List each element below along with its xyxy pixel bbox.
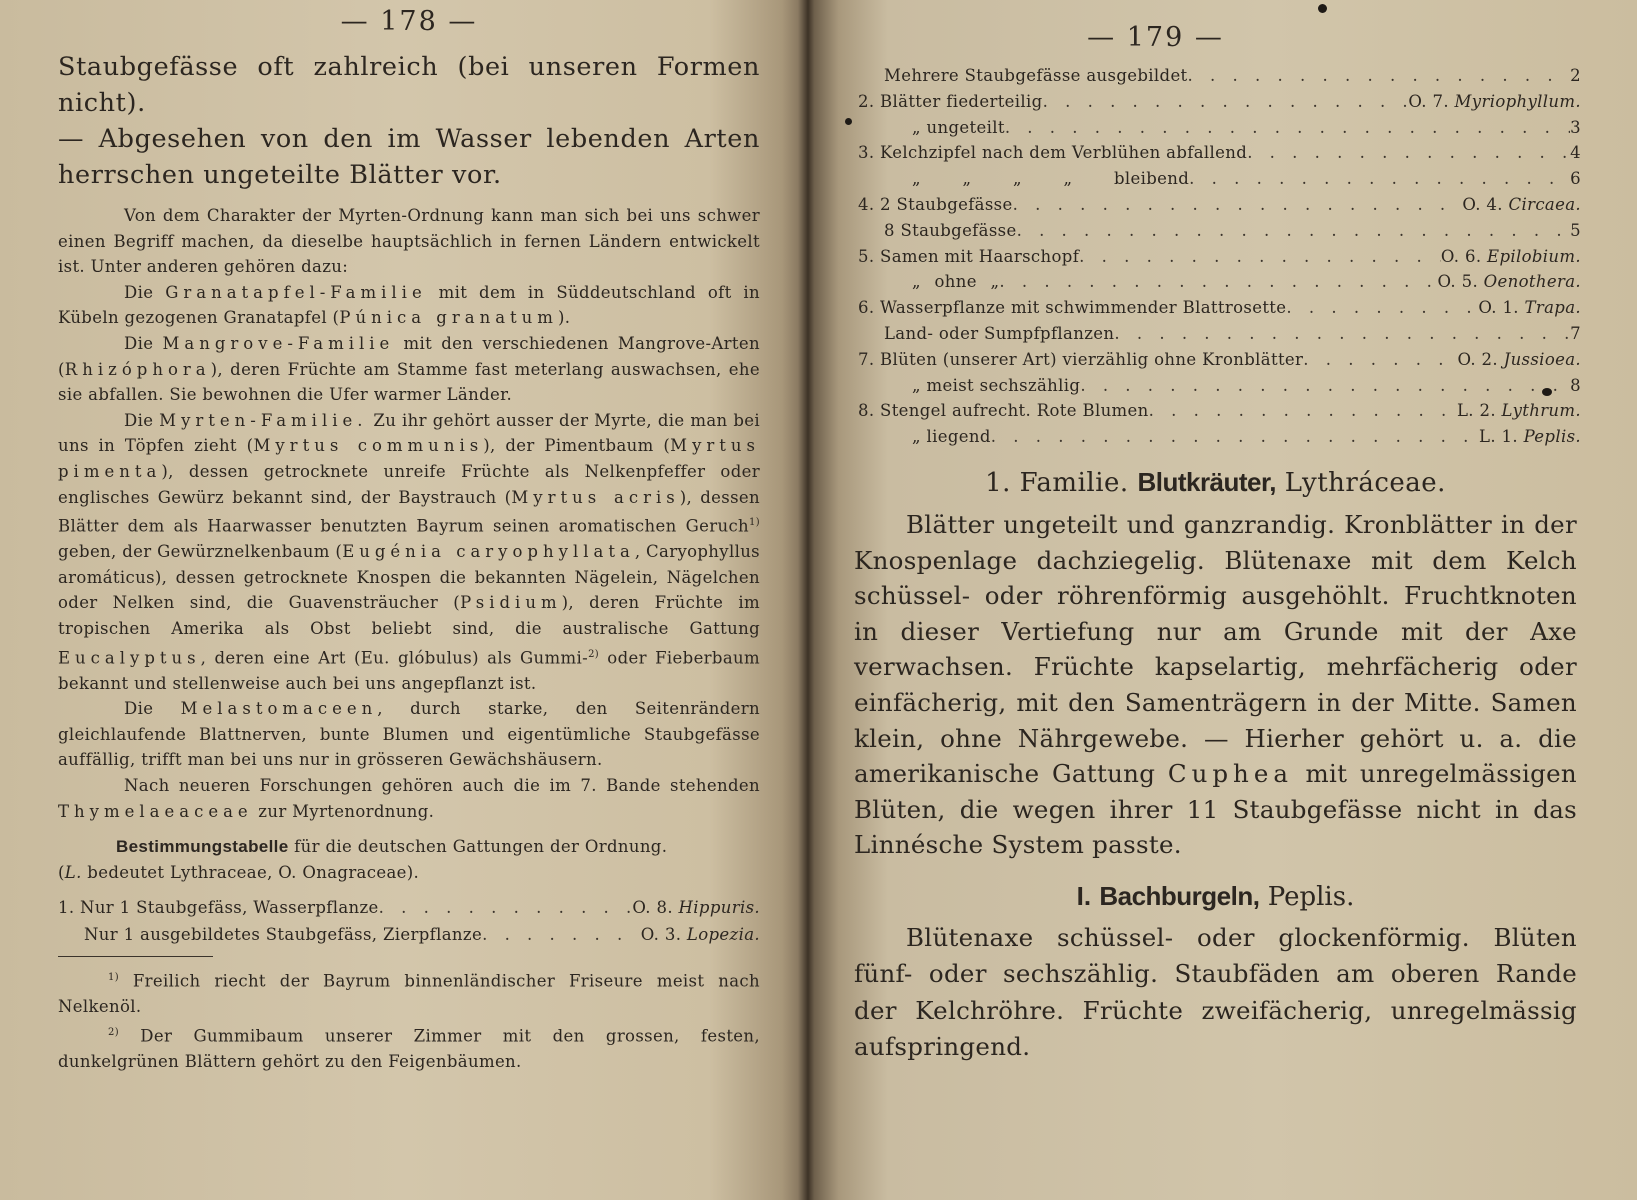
family-name: Melastomaceen xyxy=(180,699,378,719)
key-result xyxy=(1438,269,1582,295)
key-text: 5. Samen mit Haarschopf xyxy=(858,246,1080,266)
genus-name: Oenothera. xyxy=(1483,272,1581,292)
text: ), deren Früchte im tropischen Amerika als Obst beliebt sind, die australische Gattung xyxy=(58,593,760,638)
table-heading-bold: Bestimmungstabelle xyxy=(116,837,289,857)
footnote-ref: 2) xyxy=(588,648,600,660)
genus-name: Epilobium. xyxy=(1487,246,1581,266)
key-result xyxy=(632,894,760,921)
genus-heading xyxy=(854,877,1577,916)
footnote-text: Der Gummibaum unserer Zimmer mit den grossen, festen, dunkelgrünen Blättern gehört zu den Feigenbäumen. xyxy=(58,1026,760,1071)
genus-name: Cuphea xyxy=(1167,759,1293,789)
key-text: 8 Staubgefässe xyxy=(884,220,1017,240)
species-name: Púnica granatum xyxy=(339,308,558,328)
key-number: 7 xyxy=(1570,323,1581,343)
key-entry xyxy=(58,894,760,921)
leader-dots xyxy=(999,269,1437,295)
text: , Caryophyllus aromáticus), dessen getrocknete Knospen die bekannten Nägelein, Nägelchen oder Nelken sind, die Guavensträucher ( xyxy=(58,542,761,613)
genus-name: Myriophyllum. xyxy=(1454,91,1581,111)
species-name: Myrtus acris xyxy=(511,487,680,507)
key-entry xyxy=(858,321,1581,347)
footnote-rule xyxy=(58,956,213,957)
footnote xyxy=(58,1020,760,1075)
key-text: „ liegend xyxy=(912,427,991,447)
species-name: Eugénia caryophyllata xyxy=(342,542,635,562)
key-number: 6 xyxy=(1570,169,1581,189)
left-page-number: — 178 — xyxy=(340,6,478,37)
key-text: 3. Kelchzipfel nach dem Verblühen abfallend xyxy=(858,143,1248,163)
key-result xyxy=(1570,140,1581,166)
leader-dots xyxy=(1005,115,1570,141)
key-entry xyxy=(858,89,1581,115)
key-entry xyxy=(858,373,1581,399)
footnotes xyxy=(58,965,760,1074)
text: ). xyxy=(557,308,571,328)
text: bedeutet Lythraceae, O. Onagraceae). xyxy=(81,863,420,883)
key-number: O. 8. xyxy=(632,898,673,918)
key-number: O. 5. xyxy=(1437,272,1479,292)
left-key-table xyxy=(58,894,760,948)
key-text: „ „ „ „ bleibend xyxy=(912,169,1190,189)
family-name: Granatapfel-Familie xyxy=(165,282,427,302)
key-result xyxy=(1570,373,1581,399)
right-page xyxy=(814,0,1637,1200)
ink-spot xyxy=(1318,4,1327,13)
footnote-ref: 1) xyxy=(749,517,760,529)
opening-line: herrschen ungeteilte Blätter vor. xyxy=(58,160,502,190)
leader-dots xyxy=(991,424,1479,450)
key-text: „ meist sechszählig xyxy=(912,375,1081,395)
key-entry xyxy=(858,347,1581,373)
family-latin: Lythráceae. xyxy=(1284,467,1446,498)
key-result xyxy=(1570,63,1581,89)
key-number: O. 1. xyxy=(1478,298,1519,318)
key-result xyxy=(1441,244,1581,270)
key-entry xyxy=(858,192,1581,218)
genus-name: Trapa. xyxy=(1524,298,1581,318)
leader-dots xyxy=(1013,192,1463,218)
key-number: O. 6. xyxy=(1440,246,1482,266)
species-name: Myrtus pimenta xyxy=(58,436,761,481)
key-entry xyxy=(858,140,1581,166)
key-number: 4 xyxy=(1570,143,1581,163)
family-name: Blutkräuter, xyxy=(1137,466,1276,497)
key-number: 5 xyxy=(1570,220,1581,240)
family-name: Myrten-Familie. xyxy=(159,410,368,430)
genus-number: I. xyxy=(1076,880,1092,911)
leader-dots xyxy=(1188,63,1571,89)
key-text: 6. Wasserpflanze mit schwimmender Blattrosette xyxy=(858,298,1287,318)
leader-dots xyxy=(379,894,633,921)
key-number: O. 2. xyxy=(1457,349,1498,369)
paragraph-intro: Von dem Charakter der Myrten-Ordnung kann man sich bei uns schwer einen Begriff machen, da dieselbe hauptsächlich in fernen Ländern entwickelt ist. Unter anderen gehören dazu: xyxy=(58,206,760,277)
text: Zu ihr gehört ausser der Myrte, die man bei uns in Töpfen zieht ( xyxy=(58,410,760,456)
key-text: Nur 1 ausgebildetes Staubgefäss, Zierpflanze xyxy=(84,925,483,945)
genus-latin: Peplis. xyxy=(1267,881,1355,912)
species-name: Eucalyptus xyxy=(58,648,201,668)
leader-dots xyxy=(1286,295,1478,321)
right-page-number: — 179 — xyxy=(1087,22,1224,53)
key-text: „ ungeteilt xyxy=(912,117,1005,137)
text: oder Fieberbaum bekannt und stellenweise auch bei uns angepflanzt ist. xyxy=(58,648,760,693)
text: Nach neueren Forschungen gehören auch die im 7. Bande stehenden xyxy=(124,776,760,796)
key-text: Mehrere Staubgefässe ausgebildet xyxy=(884,66,1188,85)
text: Die xyxy=(124,410,160,430)
key-result xyxy=(1478,295,1581,321)
table-heading xyxy=(58,834,760,886)
key-entry xyxy=(858,295,1581,321)
paragraph-melastomaceen xyxy=(58,696,760,773)
leader-dots xyxy=(1079,244,1441,270)
paragraph-neueren xyxy=(58,773,760,824)
key-entry xyxy=(858,244,1581,270)
key-result xyxy=(1408,89,1581,115)
paragraph-myrte xyxy=(58,408,760,697)
key-text: Land- oder Sumpfpflanzen xyxy=(884,323,1115,343)
key-text: 8. Stengel aufrecht. Rote Blumen xyxy=(858,401,1149,421)
key-number: O. 4. xyxy=(1462,194,1503,214)
text: L. xyxy=(64,863,82,883)
key-text: 1. Nur 1 Staubgefäss, Wasserpflanze xyxy=(58,898,379,918)
text: ), deren Früchte am Stamme fast meterlang auswachsen, ehe sie abfallen. Sie bewohnen die Ufer warmer Länder. xyxy=(58,359,760,405)
text: geben, der Gewürznelkenbaum ( xyxy=(58,542,343,562)
key-entry xyxy=(858,218,1581,244)
species-name: Rhizóphora xyxy=(64,359,211,379)
key-number: O. 7. xyxy=(1408,91,1449,111)
species-name: Psidium xyxy=(460,593,562,613)
text: mit unregelmässigen Blüten, die wegen ihrer 11 Staubgefässe nicht in das Linnésche System passte. xyxy=(854,759,1577,860)
key-number: O. 3. xyxy=(640,925,682,945)
table-heading-rest: für die deutschen Gattungen der Ordnung. xyxy=(288,837,668,857)
key-result xyxy=(1457,347,1581,373)
key-entry xyxy=(858,398,1581,424)
key-result xyxy=(1479,424,1581,450)
leader-dots xyxy=(1247,140,1570,166)
footnote-mark: 1) xyxy=(108,972,119,984)
key-entry xyxy=(858,115,1581,141)
text: Die xyxy=(124,282,166,302)
key-result xyxy=(1570,321,1581,347)
genus-name: Jussioea. xyxy=(1503,349,1581,369)
ink-spot xyxy=(845,118,852,125)
leader-dots xyxy=(1043,89,1409,115)
family-number: 1. Familie. xyxy=(985,467,1129,498)
family-description xyxy=(854,507,1577,863)
family-name: Thymelaeaceae xyxy=(58,801,253,821)
text: ), dessen getrocknete unreife Früchte als Nelkenpfeffer oder englisches Gewürz bekannt sind, der Baystrauch ( xyxy=(58,461,760,507)
key-text: 2. Blätter fiederteilig xyxy=(858,91,1043,111)
leader-dots xyxy=(1080,373,1570,399)
genus-name: Hippuris. xyxy=(678,898,760,918)
key-result xyxy=(641,921,760,948)
text: ), dessen Blätter dem als Haarwasser benutzten Bayrum seinen aromatischen Geruch xyxy=(58,487,760,536)
genus-name: Peplis. xyxy=(1523,427,1581,447)
leader-dots xyxy=(1303,347,1457,373)
text: ), der Pimentbaum ( xyxy=(483,436,671,456)
opening-line: Staubgefässe oft zahlreich (bei unseren Formen nicht). xyxy=(58,52,760,118)
footnote xyxy=(58,965,760,1020)
key-text: 7. Blüten (unserer Art) vierzählig ohne Kronblätter xyxy=(858,349,1304,369)
genus-description: Blütenaxe schüssel- oder glockenförmig. Blüten fünf- oder sechszählig. Staubfäden am oberen Rande der Kelchröhre. Früchte zweifächerig, unregelmässig aufspringend. xyxy=(854,922,1577,1062)
text: zur Myrtenordnung. xyxy=(252,801,435,821)
key-result xyxy=(1462,192,1581,218)
text: , deren eine Art (Eu. glóbulus) als Gummi- xyxy=(200,648,589,668)
text: Die xyxy=(124,699,181,719)
key-number: 3 xyxy=(1570,117,1581,137)
left-page xyxy=(0,0,806,1200)
footnote-text: Freilich riecht der Bayrum binnenländischer Friseure meist nach Nelkenöl. xyxy=(58,971,760,1017)
key-number: L. 1. xyxy=(1479,427,1518,447)
family-name: Mangrove-Familie xyxy=(162,333,395,353)
genus-name: Lopezia. xyxy=(686,925,760,945)
key-number: L. 2. xyxy=(1456,401,1496,421)
genus-name: Circaea. xyxy=(1508,194,1581,214)
text: mit dem in Süddeutschland oft in Kübeln gezogenen Granatapfel ( xyxy=(58,282,760,328)
ink-spot xyxy=(1542,388,1552,396)
leader-dots xyxy=(482,921,641,948)
key-result xyxy=(1457,398,1581,424)
key-text: „ ohne „ xyxy=(912,272,1000,292)
text: ( xyxy=(58,863,65,883)
leader-dots xyxy=(1114,321,1570,347)
key-entry xyxy=(858,166,1581,192)
text: mit den verschiedenen Mangrove-Arten ( xyxy=(58,333,760,379)
left-body xyxy=(58,203,760,824)
key-entry xyxy=(858,63,1581,89)
leader-dots xyxy=(1189,166,1570,192)
text: Blätter ungeteilt und ganzrandig. Kronblätter in der Knospenlage dachziegelig. Blütenaxe mit dem Kelch schüssel- oder röhrenförmig ausgehöhlt. Fruchtknoten in dieser Vertiefung nur am Grunde mit der Axe verwachsen. Früchte kapselartig, mehrfächerig oder einfächerig, mit den Samenträgern in der Mitte. Samen klein, ohne Nährgewebe. — Hierher gehört u. a. die amerikanische Gattung xyxy=(854,509,1577,789)
opening-line: — Abgesehen von den im Wasser lebenden Arten xyxy=(58,124,760,154)
key-number: 8 xyxy=(1570,375,1581,395)
footnote-mark: 2) xyxy=(108,1026,119,1038)
text: , durch starke, den Seitenrändern gleichlaufende Blattnerven, bunte Blumen und eigentümliche Staubgefässe auffällig, trifft man bei uns nur in grösseren Gewächshäusern. xyxy=(58,699,761,770)
key-result xyxy=(1570,115,1581,141)
family-heading xyxy=(854,464,1577,501)
opening-lines xyxy=(58,49,760,193)
key-entry xyxy=(858,269,1581,295)
key-result xyxy=(1570,166,1581,192)
paragraph-granatapfel xyxy=(58,280,760,331)
key-entry xyxy=(858,424,1581,450)
key-text: 4. 2 Staubgefässe xyxy=(858,194,1013,214)
leader-dots xyxy=(1149,398,1457,424)
right-key-table xyxy=(858,63,1581,450)
text: Die xyxy=(124,333,163,353)
key-entry xyxy=(58,921,760,948)
key-result xyxy=(1570,218,1581,244)
leader-dots xyxy=(1017,218,1571,244)
species-name: Myrtus communis xyxy=(253,436,484,456)
genus-name: Lythrum. xyxy=(1501,401,1581,421)
key-number: 2 xyxy=(1570,66,1581,85)
genus-title: Bachburgeln, xyxy=(1099,880,1260,911)
paragraph-mangrove xyxy=(58,331,760,408)
